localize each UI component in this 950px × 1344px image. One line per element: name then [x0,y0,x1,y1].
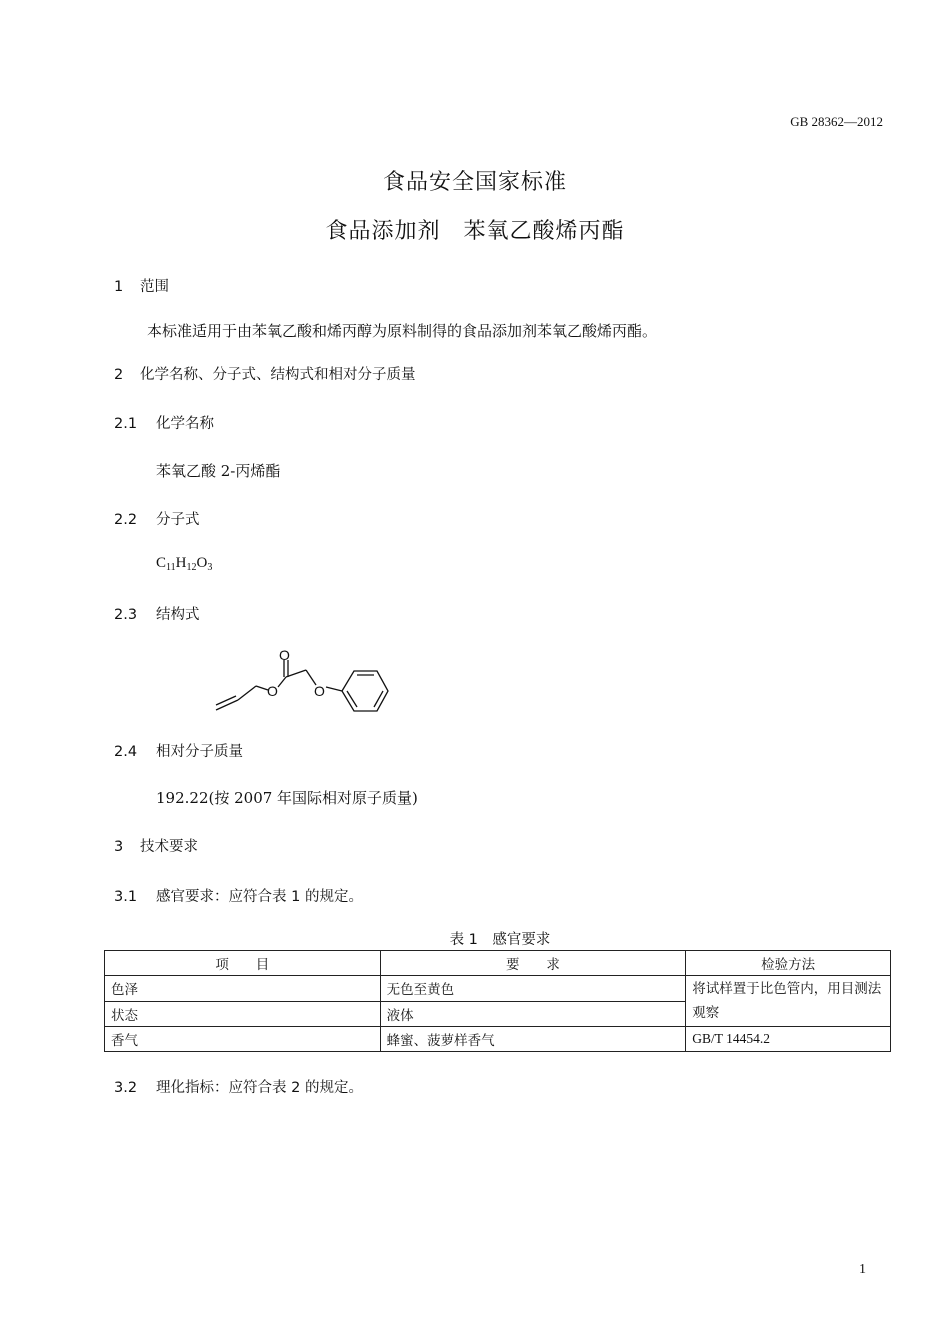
table-cell: GB/T 14454.2 [686,1027,891,1052]
section-number: 2.4 [114,744,138,760]
document-subtitle: 食品添加剂 苯氧乙酸烯丙酯 [325,219,625,244]
table-cell-merged-method: 将试样置于比色管内，用目测法观察 [686,976,891,1027]
table-header-cell: 检验方法 [686,951,891,976]
section-2-4-heading [114,740,243,761]
document-title: 食品安全国家标准 [382,170,567,195]
standard-number: GB 28362—2012 [790,114,883,129]
table-row [105,976,891,1002]
section-title: 理化指标：应符合表 2 的规定。 [156,1080,363,1096]
section-title: 技术要求 [140,839,198,855]
ester-oxygen-label: O [267,683,278,699]
chemical-name: 苯氧乙酸 2-丙烯酯 [156,462,281,480]
table-header-cell: 项 目 [105,951,381,976]
section-1-heading [114,275,169,296]
table-cell: 蜂蜜、菠萝样香气 [380,1027,686,1052]
molecular-mass: 192.22(按 2007 年国际相对原子质量) [156,789,418,807]
table-1-caption: 表 1 感官要求 [449,932,551,948]
section-number: 3.1 [114,889,138,905]
section-number: 1 [114,279,124,295]
section-title: 范围 [140,279,169,295]
table-row [105,1027,891,1052]
structural-formula [200,640,400,720]
table-header-cell: 要 求 [380,951,686,976]
section-2-3-heading [114,603,200,624]
section-title: 分子式 [156,512,200,528]
table-cell: 状态 [105,1001,381,1027]
section-title: 化学名称、分子式、结构式和相对分子质量 [140,367,416,383]
ether-oxygen-label: O [314,683,325,699]
section-1-body: 本标准适用于由苯氧乙酸和烯丙醇为原料制得的食品添加剂苯氧乙酸烯丙酯。 [147,322,658,340]
table-cell: 色泽 [105,976,381,1002]
carbonyl-oxygen-label: O [279,647,290,663]
table-cell: 香气 [105,1027,381,1052]
sensory-requirements-table [104,950,891,1052]
molecular-formula: $C_{11}H_{12}O_3$ [156,555,213,573]
table-cell: 液体 [380,1001,686,1027]
section-2-1-heading [114,412,214,433]
section-2-heading [114,363,416,384]
section-number: 2.3 [114,607,138,623]
section-3-2-heading [114,1076,363,1097]
section-2-2-heading [114,508,200,529]
section-number: 2 [114,367,124,383]
section-number: 2.2 [114,512,138,528]
section-title: 结构式 [156,607,200,623]
section-number: 2.1 [114,416,138,432]
section-title: 化学名称 [156,416,214,432]
page-number: 1 [859,1262,866,1277]
table-cell: 无色至黄色 [380,976,686,1002]
table-header-row [105,951,891,976]
section-title: 相对分子质量 [156,744,243,760]
section-title: 感官要求：应符合表 1 的规定。 [156,889,363,905]
section-number: 3.2 [114,1080,138,1096]
section-number: 3 [114,839,124,855]
section-3-1-heading [114,885,363,906]
section-3-heading [114,835,198,856]
